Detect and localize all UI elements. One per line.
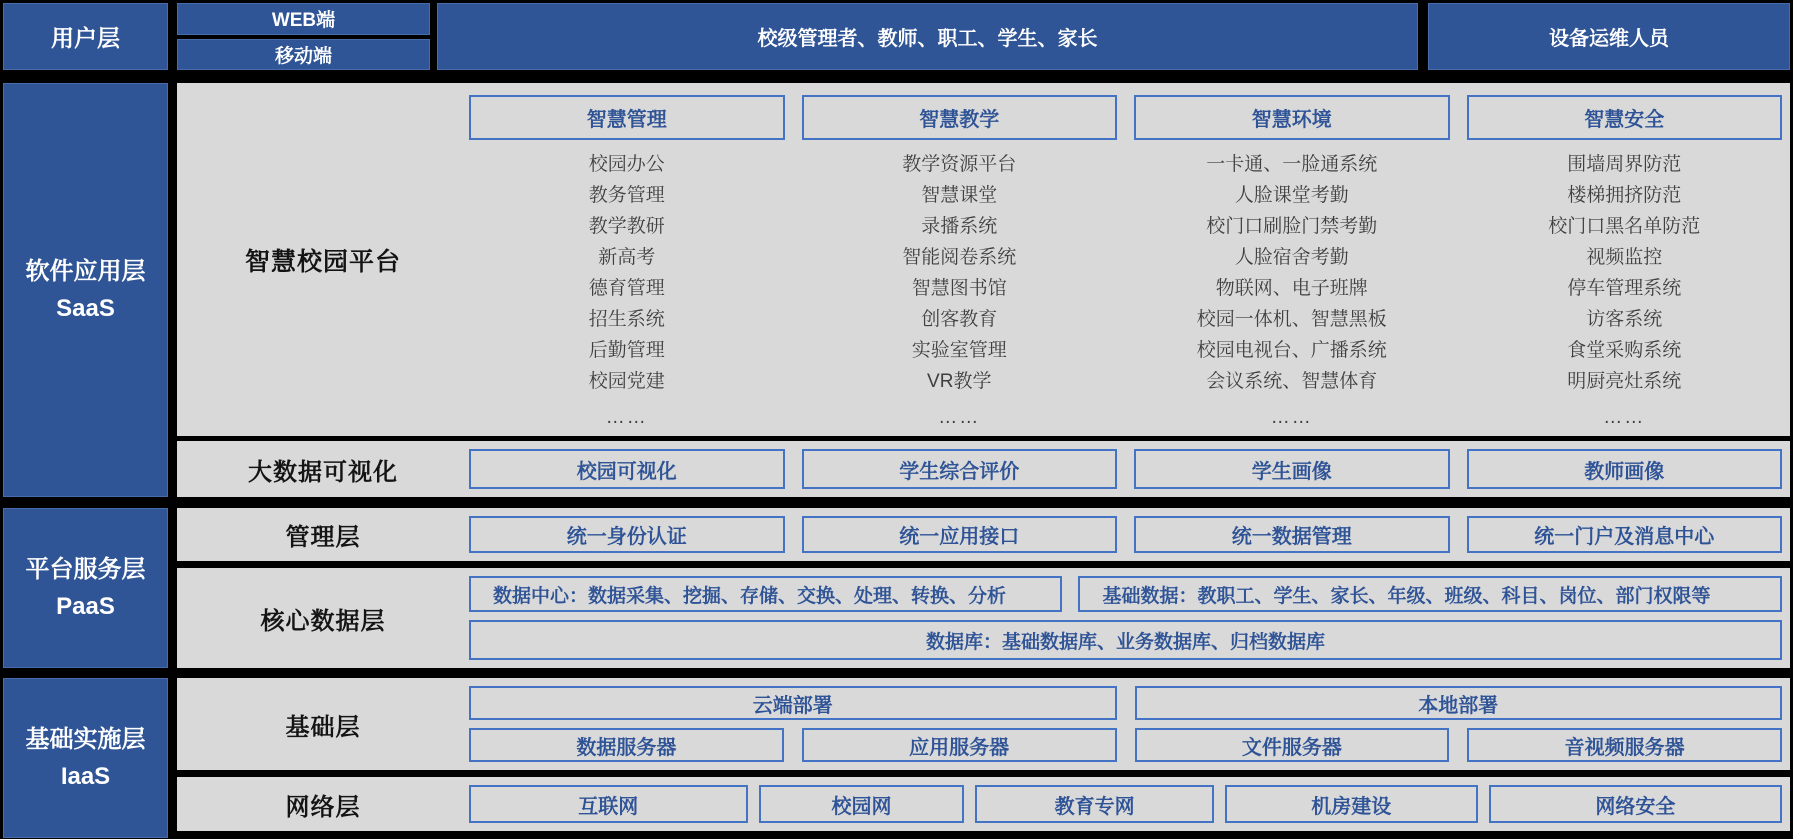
student-evaluation-box: 学生综合评价 [802, 449, 1118, 489]
saas-layer-label [3, 83, 168, 497]
education-network-box: 教育专网 [975, 785, 1213, 823]
list-item: 楼梯拥挤防范 [1567, 185, 1682, 206]
column-smart-management [469, 95, 785, 430]
list-item: 智能阅卷系统 [902, 247, 1017, 268]
list-item: 校园办公 [588, 154, 665, 175]
paas-layer-label [3, 508, 168, 668]
list-item: 校园党建 [588, 371, 665, 392]
list-item: 校园一体机、智慧黑板 [1196, 309, 1387, 330]
management-section-label: 管理层 [285, 524, 361, 551]
ellipsis-item: …… [1603, 407, 1646, 428]
smart-campus-platform-section [177, 83, 1790, 436]
local-deploy-box: 本地部署 [1135, 686, 1783, 720]
infrastructure-boxes [469, 678, 1790, 770]
unified-portal-box: 统一门户及消息中心 [1467, 516, 1783, 553]
core-data-boxes [469, 568, 1790, 668]
list-item: 视频监控 [1586, 247, 1663, 268]
ellipsis-item: …… [605, 407, 648, 428]
list-item: 会议系统、智慧体育 [1206, 371, 1378, 392]
student-portrait-box: 学生画像 [1134, 449, 1450, 489]
list-item: 校门口刷脸门禁考勤 [1206, 216, 1378, 237]
list-item: 人脸课堂考勤 [1234, 185, 1349, 206]
bigdata-section-label: 大数据可视化 [248, 458, 398, 486]
database-box: 数据库：基础数据库、业务数据库、归档数据库 [469, 620, 1782, 660]
device-ops-box: 设备运维人员 [1428, 3, 1790, 70]
list-item: 智慧课堂 [921, 185, 998, 206]
paas-layer-label-cn: 平台服务层 [25, 555, 146, 583]
column-smart-security [1467, 95, 1783, 430]
list-item: 智慧图书馆 [911, 278, 1007, 299]
list-item: 校门口黑名单防范 [1548, 216, 1701, 237]
column-smart-environment [1134, 95, 1450, 430]
teacher-portrait-box: 教师画像 [1467, 449, 1783, 489]
list-item: 德育管理 [588, 278, 665, 299]
list-item: 教务管理 [588, 185, 665, 206]
list-item: 校园电视台、广播系统 [1196, 340, 1387, 361]
saas-layer-label-cn: 软件应用层 [25, 257, 146, 285]
infrastructure-layer-section [177, 678, 1790, 770]
list-item: 人脸宿舍考勤 [1234, 247, 1349, 268]
list-item: VR教学 [927, 371, 992, 392]
app-server-box: 应用服务器 [802, 728, 1117, 762]
av-server-box: 音视频服务器 [1467, 728, 1782, 762]
data-center-box: 数据中心：数据采集、挖掘、存储、交换、处理、转换、分析 [469, 576, 1062, 612]
platform-columns [469, 95, 1782, 430]
user-channel-stack [177, 3, 430, 70]
saas-layer-label-en: SaaS [56, 295, 115, 322]
web-channel-box: WEB端 [177, 3, 430, 35]
iaas-layer-label-en: IaaS [60, 763, 111, 790]
list-item: 招生系统 [588, 309, 665, 330]
iaas-layer-label-cn: 基础实施层 [25, 725, 146, 753]
ellipsis-item: …… [1270, 407, 1313, 428]
campus-visualization-box: 校园可视化 [469, 449, 785, 489]
paas-layer-label-en: PaaS [56, 593, 115, 620]
campus-users-box: 校级管理者、教师、职工、学生、家长 [437, 3, 1418, 70]
list-item: 新高考 [598, 247, 656, 268]
list-item: 明厨亮灶系统 [1567, 371, 1682, 392]
user-layer-label: 用户层 [3, 3, 168, 70]
network-section-label: 网络层 [285, 793, 361, 821]
server-room-box: 机房建设 [1225, 785, 1478, 823]
list-item: 后勤管理 [588, 340, 665, 361]
smart-environment-header: 智慧环境 [1134, 95, 1450, 140]
network-layer-section [177, 777, 1790, 831]
mobile-channel-box: 移动端 [177, 39, 430, 71]
smart-security-header: 智慧安全 [1467, 95, 1783, 140]
list-item: 实验室管理 [911, 340, 1007, 361]
list-item: 教学教研 [588, 216, 665, 237]
smart-management-header: 智慧管理 [469, 95, 785, 140]
network-security-box: 网络安全 [1489, 785, 1782, 823]
management-boxes [469, 508, 1790, 561]
list-item: 围墙周界防范 [1567, 154, 1682, 175]
ellipsis-item: …… [938, 407, 981, 428]
list-item: 访客系统 [1586, 309, 1663, 330]
platform-section-label: 智慧校园平台 [244, 247, 401, 276]
iaas-layer-label [3, 678, 168, 838]
list-item: 教学资源平台 [902, 154, 1017, 175]
bigdata-boxes [469, 441, 1790, 497]
campus-network-box: 校园网 [759, 785, 965, 823]
file-server-box: 文件服务器 [1135, 728, 1450, 762]
bigdata-visualization-section [177, 441, 1790, 497]
base-data-box: 基础数据：教职工、学生、家长、年级、班级、科目、岗位、部门权限等 [1078, 576, 1782, 612]
infrastructure-section-label: 基础层 [285, 713, 361, 741]
list-item: 一卡通、一脸通系统 [1206, 154, 1378, 175]
core-data-section-label: 核心数据层 [260, 607, 386, 635]
smart-teaching-header: 智慧教学 [802, 95, 1118, 140]
network-boxes [469, 777, 1790, 831]
list-item: 录播系统 [921, 216, 998, 237]
unified-identity-box: 统一身份认证 [469, 516, 785, 553]
cloud-deploy-box: 云端部署 [469, 686, 1117, 720]
data-server-box: 数据服务器 [469, 728, 784, 762]
list-item: 物联网、电子班牌 [1215, 278, 1368, 299]
internet-box: 互联网 [469, 785, 748, 823]
list-item: 创客教育 [921, 309, 998, 330]
unified-api-box: 统一应用接口 [802, 516, 1118, 553]
unified-data-mgmt-box: 统一数据管理 [1134, 516, 1450, 553]
column-smart-teaching [802, 95, 1118, 430]
management-layer-section [177, 508, 1790, 561]
list-item: 停车管理系统 [1567, 278, 1682, 299]
core-data-layer-section [177, 568, 1790, 668]
list-item: 食堂采购系统 [1567, 340, 1682, 361]
